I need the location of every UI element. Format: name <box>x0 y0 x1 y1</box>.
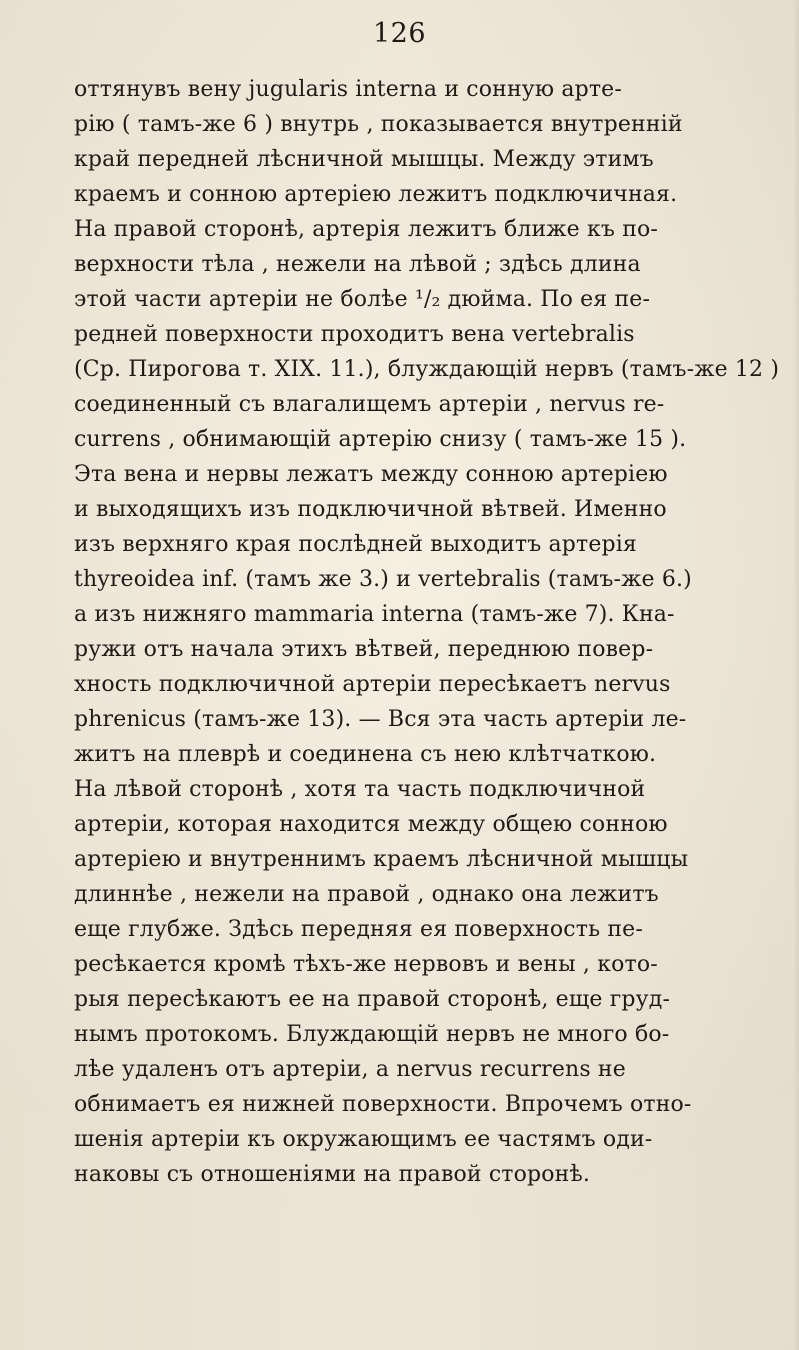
text-line: лѣе удаленъ отъ артеріи, а nervus recurrens не <box>74 1057 626 1082</box>
text-line: рію ( тамъ-же 6 ) внутрь , показывается внутренній <box>74 112 683 137</box>
text-line: верхности тѣла , нежели на лѣвой ; здѣсь длина <box>74 252 641 277</box>
text-line: изъ верхняго края послѣдней выходитъ артерія <box>74 532 637 557</box>
text-line: (Ср. Пирогова т. XIX. 11.), блуждающій нервъ (тамъ-же 12 ) <box>74 357 780 382</box>
text-line: На правой сторонѣ, артерія лежитъ ближе къ по- <box>74 217 658 242</box>
text-line: еще глубже. Здѣсь передняя ея поверхность пе- <box>74 917 643 942</box>
text-line: нымъ протокомъ. Блуждающій нервъ не много бо- <box>74 1022 670 1047</box>
text-line: редней поверхности проходитъ вена vertebralis <box>74 322 635 347</box>
text-line: этой части артеріи не болѣе ¹/₂ дюйма. По ея пе- <box>74 287 651 312</box>
text-line: житъ на плеврѣ и соединена съ нею клѣтчаткою. <box>74 742 657 767</box>
text-line: currens , обнимающій артерію снизу ( тамъ-же 15 ). <box>74 427 687 452</box>
text-line: phrenicus (тамъ-же 13). — Вся эта часть артеріи ле- <box>74 707 687 732</box>
text-line: соединенный съ влагалищемъ артеріи , nervus re- <box>74 392 665 417</box>
text-line: наковы съ отношеніями на правой сторонѣ. <box>74 1162 591 1187</box>
text-line: длиннѣе , нежели на правой , однако она лежитъ <box>74 882 659 907</box>
text-line: шенія артеріи къ окружающимъ ее частямъ оди- <box>74 1127 653 1152</box>
text-line: артеріею и внутреннимъ краемъ лѣсничной мышцы <box>74 847 689 872</box>
page-edge-shadow <box>793 0 799 1350</box>
text-line: край передней лѣсничной мышцы. Между этимъ <box>74 147 654 172</box>
text-line: ресѣкается кромѣ тѣхъ-же нервовъ и вены , кото- <box>74 952 658 977</box>
text-line: хность подключичной артеріи пересѣкаетъ nervus <box>74 672 671 697</box>
text-line: краемъ и сонною артеріею лежитъ подключичная. <box>74 182 678 207</box>
text-line: и выходящихъ изъ подключичной вѣтвей. Именно <box>74 497 667 522</box>
text-line: На лѣвой сторонѣ , хотя та часть подключичной <box>74 777 646 802</box>
text-line: а изъ нижняго mammaria interna (тамъ-же 7). Кна- <box>74 602 675 627</box>
page-number: 126 <box>372 18 427 49</box>
text-line: рыя пересѣкаютъ ее на правой сторонѣ, еще груд- <box>74 987 671 1012</box>
text-line: ружи отъ начала этихъ вѣтвей, переднюю повер- <box>74 637 654 662</box>
text-line: Эта вена и нервы лежатъ между сонною артеріею <box>74 462 668 487</box>
text-line: артеріи, которая находится между общею сонною <box>74 812 668 837</box>
text-line: thyreoidea inf. (тамъ же 3.) и vertebralis (тамъ-же 6.) <box>74 567 692 592</box>
text-line: оттянувъ вену jugularis interna и сонную арте- <box>74 77 622 102</box>
text-line: обнимаетъ ея нижней поверхности. Впрочемъ отно- <box>74 1092 692 1117</box>
